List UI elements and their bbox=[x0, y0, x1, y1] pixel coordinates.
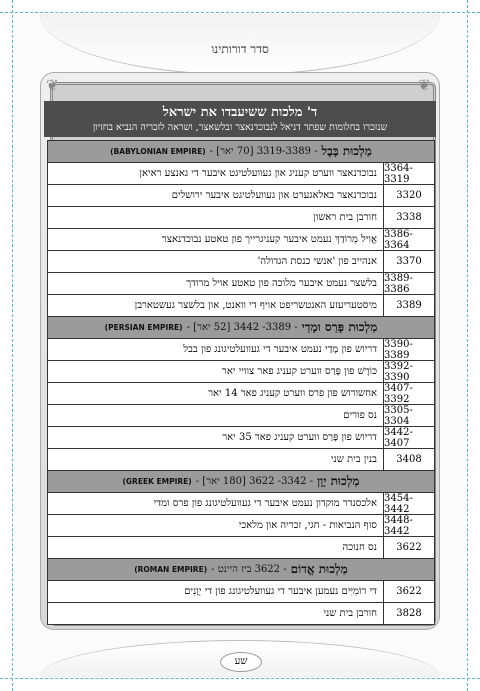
event-cell: נבוכדנאצר ווערט קעניג און געוועלטיגט איבער די גאנצע ראיאן bbox=[139, 168, 377, 179]
event-cell: חורבן בית ראשון bbox=[313, 212, 377, 223]
table-row bbox=[48, 339, 434, 361]
year-cell: 3389-3386 bbox=[383, 273, 434, 294]
table-row bbox=[48, 273, 434, 295]
event-cell: נס חנוכה bbox=[342, 542, 377, 553]
section-header bbox=[48, 559, 434, 581]
empires-table bbox=[47, 140, 435, 625]
table-row bbox=[48, 449, 434, 471]
empire-name: מַלְכוּת יָוָן bbox=[317, 474, 360, 488]
table-row bbox=[48, 515, 434, 537]
year-cell: 3408 bbox=[383, 449, 434, 470]
event-cell: דריוש פון פָּרַס ווערט קעניג פאר 35 יאר bbox=[222, 432, 377, 443]
trim-line-right bbox=[467, 0, 468, 691]
empire-years: - 3319-3389 [70 יאר] - bbox=[209, 146, 318, 157]
section-header bbox=[48, 471, 434, 493]
event-cell: דריוש פון מָדַי נעמט איבער די געוועלטיגונג פון בבל bbox=[183, 344, 377, 355]
year-cell: 3448-3442 bbox=[383, 515, 434, 536]
event-cell: נס פורים bbox=[343, 410, 377, 421]
event-cell: כּוֹרֶשׁ פון פָּרַס ווערט קעניג פאר צוויי יאר bbox=[221, 366, 377, 377]
table-row bbox=[48, 163, 434, 185]
year-cell: 3364-3319 bbox=[383, 163, 434, 184]
year-cell: 3390-3389 bbox=[383, 339, 434, 360]
trim-line-bottom bbox=[0, 678, 480, 679]
event-cell: סוף הנביאות - חגי, זכריה און מלאכי bbox=[238, 520, 377, 531]
year-cell: 3828 bbox=[383, 603, 434, 624]
table-row bbox=[48, 537, 434, 559]
page-title: ד' מלכות ששיעבדו את ישראל bbox=[162, 105, 318, 120]
year-cell: 3622 bbox=[383, 581, 434, 602]
table-row bbox=[48, 383, 434, 405]
table-row bbox=[48, 405, 434, 427]
table-row bbox=[48, 229, 434, 251]
year-cell: 3622 bbox=[383, 537, 434, 558]
table-row bbox=[48, 251, 434, 273]
flourish-icon: ❦ bbox=[46, 76, 59, 94]
event-cell: בלשצר נעמט איבער מלוכה פון טאטע אויל מרודך bbox=[186, 278, 377, 289]
event-cell: נבוכדנאצר באלאגערט און געוועלטיגט איבער ירושלים bbox=[171, 190, 377, 201]
empire-english-name: (BABYLONIAN EMPIRE) bbox=[110, 147, 206, 156]
section-header bbox=[48, 141, 434, 163]
year-cell: 3407-3392 bbox=[383, 383, 434, 404]
page-subtitle: שנזכרו בחלומות שפתר דניאל לנבוכדנאצר ובלשאצר, ושראה לזכריה הנביא בחזיון bbox=[92, 122, 388, 133]
empire-name: מַלְכוּת אֱדוֹם bbox=[290, 562, 348, 576]
empire-english-name: (PERSIAN EMPIRE) bbox=[104, 323, 183, 332]
table-row bbox=[48, 207, 434, 229]
empire-english-name: (GREEK EMPIRE) bbox=[122, 477, 192, 486]
year-cell: 3305-3304 bbox=[383, 405, 434, 426]
flourish-icon: ❦ bbox=[418, 76, 431, 94]
table-row bbox=[48, 361, 434, 383]
title-block bbox=[44, 101, 436, 137]
empire-years: - 3622 ביז היינט - bbox=[211, 564, 287, 575]
year-cell: 3389 bbox=[383, 295, 434, 316]
table-row bbox=[48, 603, 434, 624]
table-row bbox=[48, 185, 434, 207]
event-cell: אֱוִיל מְרוֹדַךְ נעמט איבער קעניגרייך פון טאטע נבוכדנאצר bbox=[161, 234, 377, 245]
section-header bbox=[48, 317, 434, 339]
table-row bbox=[48, 427, 434, 449]
empire-english-name: (ROMAN EMPIRE) bbox=[134, 565, 208, 574]
page-number: שע bbox=[220, 652, 262, 672]
year-cell: 3320 bbox=[383, 185, 434, 206]
year-cell: 3338 bbox=[383, 207, 434, 228]
year-cell: 3386-3364 bbox=[383, 229, 434, 250]
event-cell: מיסטעריעזע האנטשריפט אויף די וואנט, און בלשצר געשטארבן bbox=[134, 300, 377, 311]
year-cell: 3442-3407 bbox=[383, 427, 434, 448]
table-row bbox=[48, 295, 434, 317]
empire-years: - 3342- 3622 [180 יאר] - bbox=[195, 476, 314, 487]
event-cell: די רוֹמִיִּים נעמען איבער די געוועלטיגונג פון די יְוָנִים bbox=[184, 586, 377, 597]
empire-name: מַלְכוּת פָּרַס וּמָדַי bbox=[301, 320, 378, 334]
table-row bbox=[48, 493, 434, 515]
year-cell: 3392-3390 bbox=[383, 361, 434, 382]
table-row bbox=[48, 581, 434, 603]
trim-line-left bbox=[12, 0, 13, 691]
empire-years: - 3389- 3442 [52 יאר] - bbox=[186, 322, 298, 333]
running-header: סדר דורותינו bbox=[211, 42, 269, 56]
empire-name: מַלְכוּת בָּבֶל bbox=[321, 144, 372, 158]
trim-line-top bbox=[0, 12, 480, 13]
event-cell: אלכסנדר מוקדון נעמט איבער די געוועלטיגונג פון פרס ומדי bbox=[153, 498, 377, 509]
year-cell: 3454-3442 bbox=[383, 493, 434, 514]
event-cell: בנין בית שני bbox=[330, 454, 377, 465]
year-cell: 3370 bbox=[383, 251, 434, 272]
event-cell: אחשורוש פון פרס ווערט קעניג פאר 14 יאר bbox=[208, 388, 377, 399]
event-cell: חורבן בית שני bbox=[323, 608, 377, 619]
event-cell: אנהייב פון 'אנשי כנסת הגדולה' bbox=[257, 256, 377, 267]
